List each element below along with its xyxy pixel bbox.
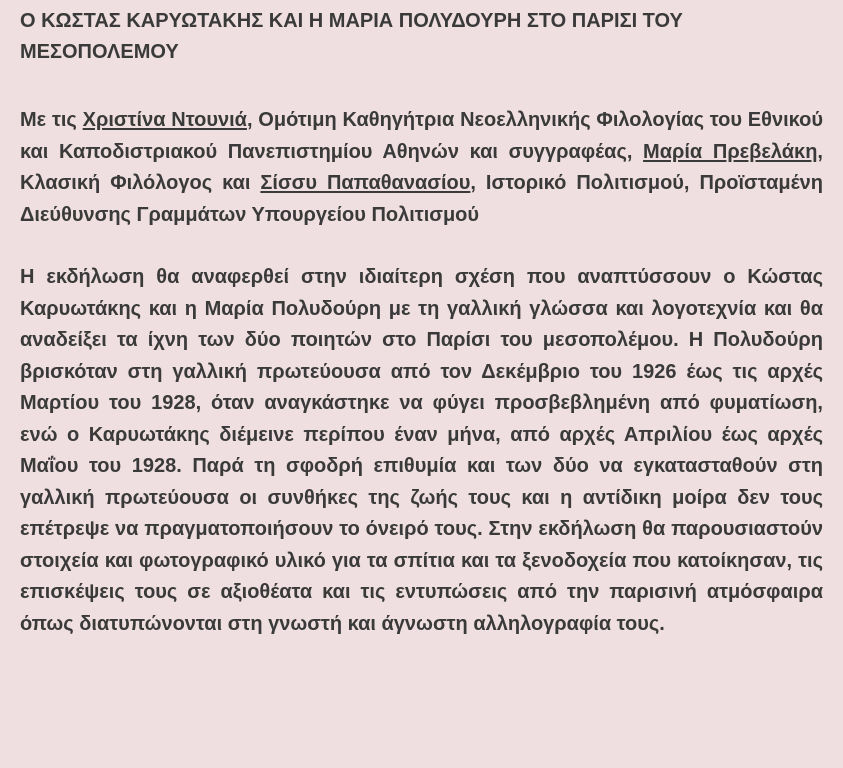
speakers-paragraph: [20, 105, 823, 231]
speakers-intro: Με τις: [20, 109, 83, 131]
speaker2-role: , Κλασική Φιλόλογος και: [20, 140, 823, 194]
event-title: Ο ΚΩΣΤΑΣ ΚΑΡΥΩΤΑΚΗΣ ΚΑΙ Η ΜΑΡΙΑ ΠΟΛΥΔΟΥΡΗ ΣΤΟ ΠΑΡΙΣΙ ΤΟΥ ΜΕΣΟΠΟΛΕΜΟΥ: [20, 10, 683, 63]
speaker-link-christina-ntounia[interactable]: Χριστίνα Ντουνιά: [82, 109, 247, 131]
event-description: Η εκδήλωση θα αναφερθεί στην ιδιαίτερη σχέση που αναπτύσσουν ο Κώστας Καρυωτάκης και η Μαρία Πολυδούρη με τη γαλλική γλώσσα και λογοτεχνία και θα αναδείξει τα ίχνη των δύο ποιητών στο Παρίσι του μεσοπολέμου. Η Πολυδούρη βρισκόταν στη γαλλική πρωτεύουσα από τον Δεκέμβριο του 1926 έως τις αρχές Μαρτίου του 1928, όταν αναγκάστηκε να φύγει προσβεβλημένη από φυματίωση, ενώ ο Καρυωτάκης διέμεινε περίπου έναν μήνα, από αρχές Απριλίου έως αρχές Μαΐου του 1928. Παρά τη σφοδρή επιθυμία και των δύο να εγκατασταθούν στη γαλλική πρωτεύουσα οι συνθήκες της ζωής τους και η αντίδικη μοίρα δεν τους επέτρεψε να πραγματοποιήσουν το όνειρό τους. Στην εκδήλωση θα παρουσιαστούν στοιχεία και φωτογραφικό υλικό για τα σπίτια και τα ξενοδοχεία που κατοίκησαν, τις επισκέψεις τους σε αξιοθέατα και τις εντυπώσεις από την παρισινή ατμόσφαιρα όπως διατυπώνονται στη γνωστή και άγνωστη αλληλογραφία τους.: [20, 266, 823, 635]
speaker1-role: , Ομότιμη Καθηγήτρια Νεοελληνικής Φιλολογίας του Εθνικού και Καποδιστριακού Πανεπιστημίου Αθηνών και συγγραφέας,: [20, 109, 823, 163]
speaker3-role: , Ιστορικό Πολιτισμού, Προϊσταμένη Διεύθυνσης Γραμμάτων Υπουργείου Πολιτισμού: [20, 172, 823, 226]
speaker-link-sissy-papathanasiou[interactable]: Σίσσυ Παπαθανασίου: [260, 172, 471, 194]
speaker-link-maria-prevelaki[interactable]: Μαρία Πρεβελάκη: [643, 140, 818, 163]
